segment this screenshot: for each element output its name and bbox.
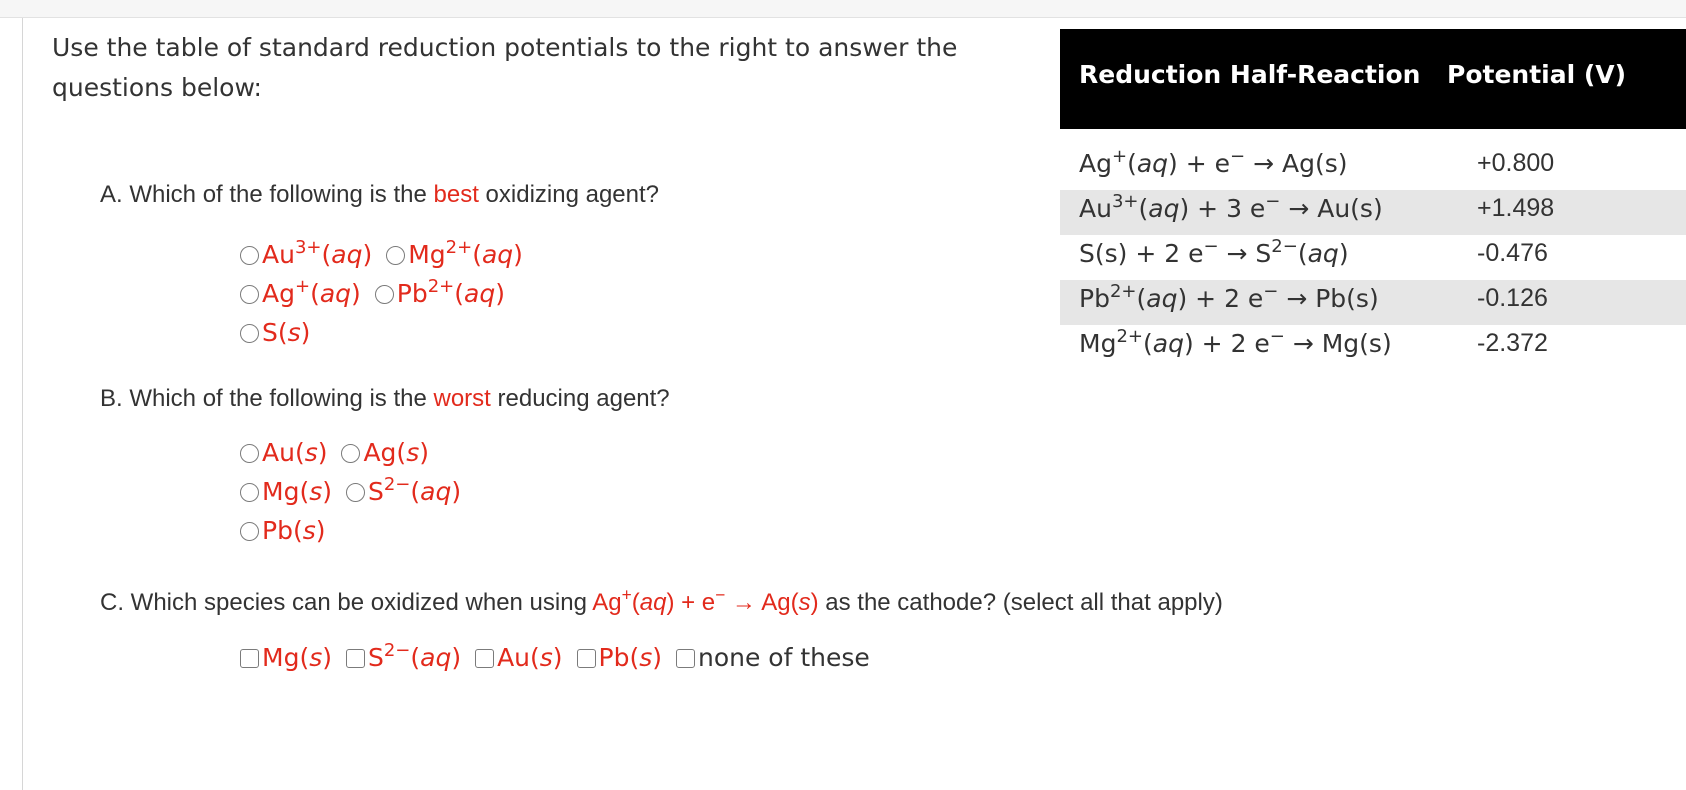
option-s-s[interactable]: S(s) (240, 313, 310, 352)
question-c: C. Which species can be oxidized when using Ag+(aq) + e− → Ag(s) as the cathode? (select all that apply) (100, 584, 1223, 616)
option-s2minus-aq[interactable]: $S^{2-}(aq)$ (346, 472, 461, 511)
table-row (1060, 325, 1686, 370)
half-reaction: $Mg^{2+}(aq) + 2$ e− → Mg(s) (1079, 326, 1392, 358)
header-half-reaction: Reduction Half-Reaction (1079, 60, 1421, 89)
option-s2minus-aq-checkbox[interactable]: $S^{2-}(aq)$ (346, 638, 461, 677)
checkbox[interactable] (475, 649, 494, 668)
potential-value: -0.126 (1477, 284, 1548, 312)
radio-button[interactable] (240, 444, 259, 463)
radio-button[interactable] (240, 483, 259, 502)
radio-button[interactable] (240, 324, 259, 343)
question-b: B. Which of the following is the worst reducing agent? (100, 385, 670, 412)
checkbox[interactable] (676, 649, 695, 668)
option-mg2plus-aq[interactable]: $Mg^{2+}(aq)$ (386, 235, 523, 274)
option-pb-s-checkbox[interactable]: Pb(s) (577, 638, 663, 677)
option-none-checkbox[interactable]: none of these (676, 638, 870, 677)
question-b-highlight: worst (433, 385, 491, 412)
half-reaction: $Pb^{2+}(aq) + 2$ e− → Pb(s) (1079, 281, 1379, 313)
question-a-options (240, 235, 529, 352)
table-row (1060, 145, 1686, 190)
potential-value: +1.498 (1477, 194, 1555, 222)
checkbox[interactable] (577, 649, 596, 668)
half-reaction: $Au^{3+}(aq) + 3$ e− → Au(s) (1079, 191, 1383, 223)
option-au-s[interactable]: Au(s) (240, 433, 328, 472)
question-b-options (240, 433, 467, 550)
half-reaction: Ag+(aq) + e− → Ag(s) (1079, 146, 1348, 178)
radio-button[interactable] (346, 483, 365, 502)
option-au-s-checkbox[interactable]: Au(s) (475, 638, 563, 677)
option-au3plus-aq[interactable]: $Au^{3+}(aq)$ (240, 235, 372, 274)
radio-button[interactable] (386, 246, 405, 265)
half-reaction: S(s) + 2 $e^- \to S^{2-}(aq)$ (1079, 236, 1349, 268)
radio-button[interactable] (240, 522, 259, 541)
radio-button[interactable] (341, 444, 360, 463)
reduction-potentials-table (1060, 29, 1686, 370)
radio-button[interactable] (375, 285, 394, 304)
cathode-reaction: Ag+(aq) + e− → Ag(s) (592, 584, 819, 616)
question-c-options (240, 638, 876, 677)
table-row (1060, 235, 1686, 280)
potential-value: +0.800 (1477, 149, 1555, 177)
radio-button[interactable] (240, 246, 259, 265)
checkbox[interactable] (346, 649, 365, 668)
intro-text: Use the table of standard reduction potentials to the right to answer the questions below: (52, 33, 958, 102)
option-mg-s[interactable]: Mg(s) (240, 472, 332, 511)
top-bar (0, 0, 1686, 18)
option-pb-s[interactable]: Pb(s) (240, 511, 326, 550)
question-a: A. Which of the following is the best oxidizing agent? (100, 181, 660, 208)
radio-button[interactable] (240, 285, 259, 304)
option-ag-s[interactable]: Ag(s) (341, 433, 429, 472)
question-a-highlight: best (433, 181, 479, 208)
table-row (1060, 280, 1686, 325)
potential-value: -0.476 (1477, 239, 1548, 267)
option-pb2plus-aq[interactable]: $Pb^{2+}(aq)$ (375, 274, 505, 313)
table-row (1060, 190, 1686, 235)
header-potential: Potential (V) (1447, 60, 1627, 89)
checkbox[interactable] (240, 649, 259, 668)
table-header (1060, 29, 1686, 129)
option-agplus-aq[interactable]: Ag+(aq) (240, 274, 361, 313)
potential-value: -2.372 (1477, 329, 1548, 357)
option-mg-s-checkbox[interactable]: Mg(s) (240, 638, 332, 677)
left-divider (22, 18, 23, 790)
